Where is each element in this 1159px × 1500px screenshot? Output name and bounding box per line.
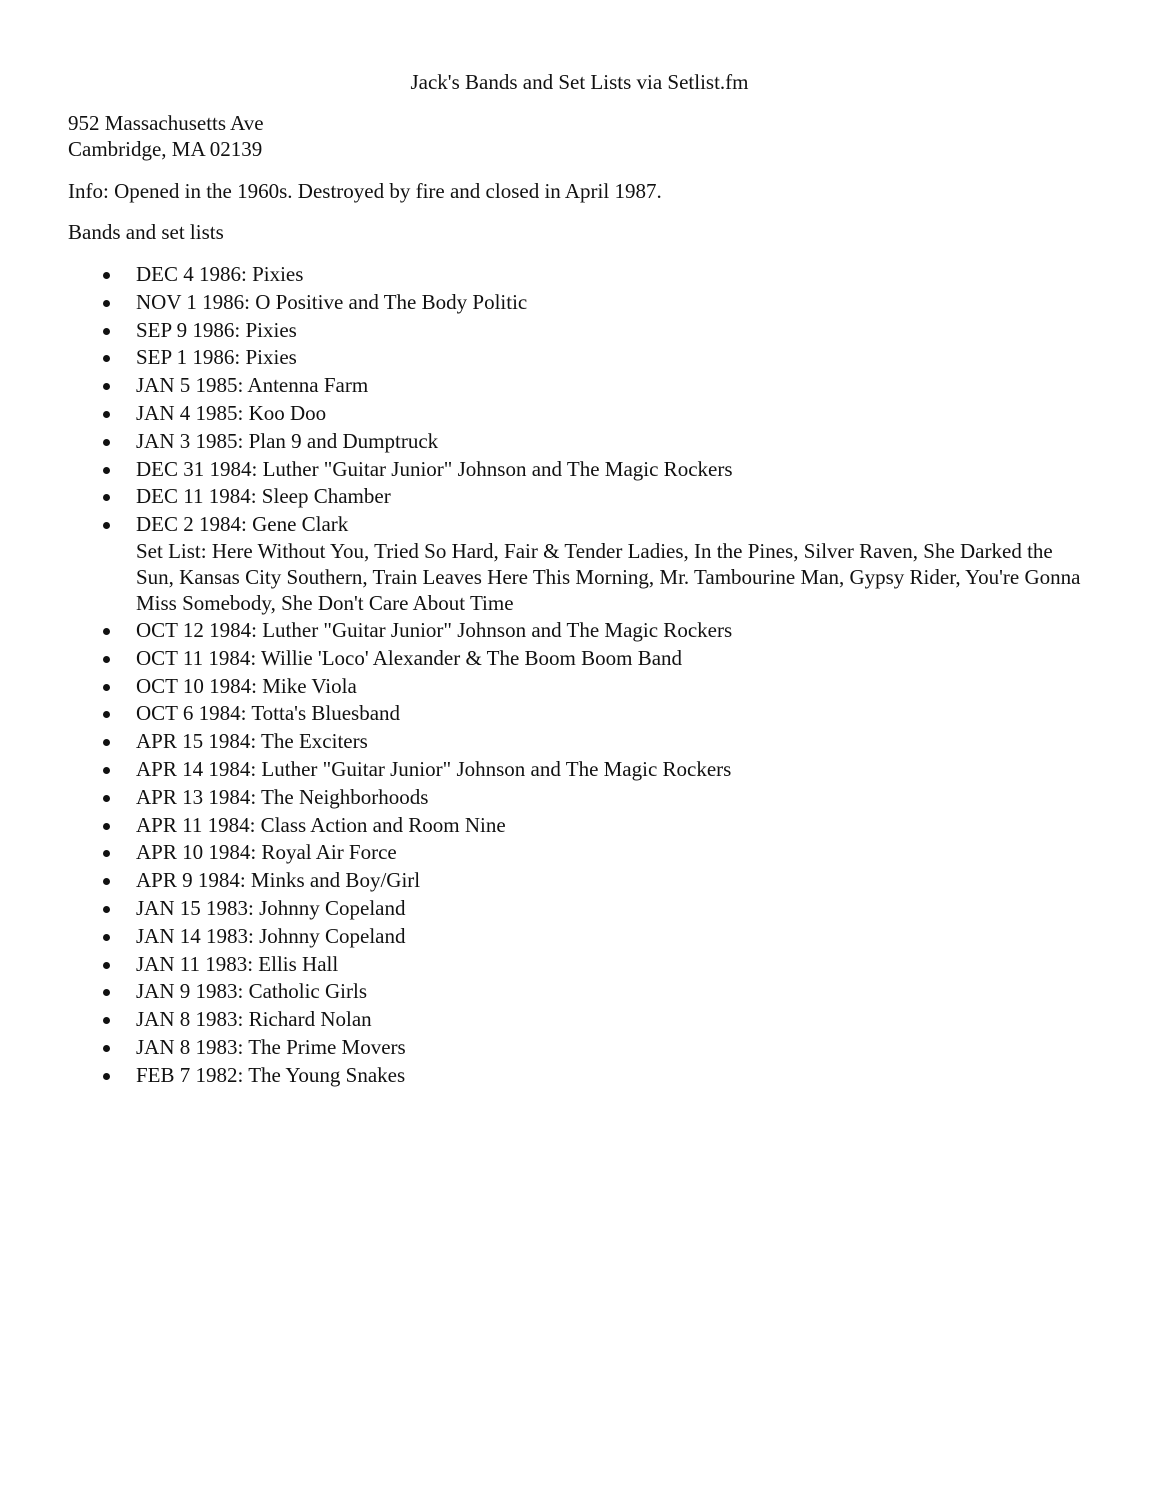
show-date-band: JAN 4 1985: Koo Doo [136, 400, 327, 425]
show-date-band: DEC 4 1986: Pixies [136, 262, 304, 286]
bullet-icon [103, 1073, 110, 1080]
show-list-item [0, 978, 1100, 1006]
show-date-band: JAN 14 1983: Johnny Copeland [136, 923, 406, 948]
bullet-icon [103, 906, 110, 913]
bullet-icon [103, 494, 110, 501]
show-list-item [0, 1034, 1100, 1062]
bullet-icon [103, 628, 110, 635]
bullet-icon [103, 522, 110, 529]
show-list-item [0, 645, 1100, 673]
show-list-item [0, 483, 1100, 511]
show-list-item [0, 756, 1100, 784]
show-date-band: JAN 5 1985: Antenna Farm [136, 373, 369, 398]
show-list-item [0, 344, 1100, 372]
show-date-band: APR 14 1984: Luther "Guitar Junior" Johnson and The Magic Rockers [136, 756, 732, 781]
show-date-band: NOV 1 1986: O Positive and The Body Politic [136, 289, 528, 314]
address-street: 952 Massachusetts Ave [68, 111, 264, 135]
bullet-icon [103, 355, 110, 362]
bullet-icon [103, 962, 110, 969]
show-list-item [0, 951, 1100, 979]
venue-address [68, 110, 264, 162]
show-date-band: APR 13 1984: The Neighborhoods [136, 784, 429, 809]
bullet-icon [103, 850, 110, 857]
show-list-item [0, 372, 1100, 400]
bullet-icon [103, 272, 110, 279]
show-list-item [0, 673, 1100, 701]
bullet-icon [103, 467, 110, 474]
show-list-item [0, 895, 1100, 923]
page-title: Jack's Bands and Set Lists via Setlist.fm [410, 70, 749, 94]
show-date-band: SEP 9 1986: Pixies [136, 317, 297, 342]
show-list-item [0, 728, 1100, 756]
bullet-icon [103, 1045, 110, 1052]
show-date-band: OCT 12 1984: Luther "Guitar Junior" Johnson and The Magic Rockers [136, 617, 733, 642]
show-list-item [0, 617, 1100, 645]
show-list-item [0, 511, 1100, 616]
show-date-band: OCT 10 1984: Mike Viola [136, 673, 357, 698]
bullet-icon [103, 711, 110, 718]
list-heading: Bands and set lists [68, 220, 224, 244]
show-list-item [0, 400, 1100, 428]
show-list-item [0, 456, 1100, 484]
show-list-item [0, 867, 1100, 895]
show-list-item [0, 839, 1100, 867]
show-date-band: JAN 9 1983: Catholic Girls [136, 979, 367, 1004]
show-date-band: APR 9 1984: Minks and Boy/Girl [136, 868, 421, 893]
address-city: Cambridge, MA 02139 [68, 137, 263, 161]
show-list-item [0, 784, 1100, 812]
setlist-text: Set List: Here Without You, Tried So Hard, Fair & Tender Ladies, In the Pines, Silver Raven, She Darked the Sun, Kansas City Southern, Train Leaves Here This Morning, Mr. Tambourine Man, Gypsy Rider, You're Gonna Miss Somebody, She Don't Care About Time [136, 538, 1081, 615]
venue-info: Info: Opened in the 1960s. Destroyed by fire and closed in April 1987. [68, 179, 662, 203]
show-date-band: JAN 8 1983: The Prime Movers [136, 1034, 406, 1059]
show-date-band: DEC 11 1984: Sleep Chamber [136, 484, 391, 509]
show-date-band: JAN 3 1985: Plan 9 and Dumptruck [136, 428, 439, 453]
show-list-item [0, 428, 1100, 456]
show-list-item [0, 317, 1100, 345]
show-date-band: JAN 15 1983: Johnny Copeland [136, 895, 406, 920]
show-list-item [0, 700, 1100, 728]
bullet-icon [103, 878, 110, 885]
show-date-band: DEC 31 1984: Luther "Guitar Junior" Johnson and The Magic Rockers [136, 456, 733, 481]
show-date-band: OCT 6 1984: Totta's Bluesband [136, 701, 401, 726]
bullet-icon [103, 411, 110, 418]
show-date-band: DEC 2 1984: Gene Clark [136, 512, 349, 537]
show-date-band: SEP 1 1986: Pixies [136, 345, 297, 370]
bullet-icon [103, 823, 110, 830]
show-date-band: APR 10 1984: Royal Air Force [136, 840, 397, 865]
show-list-item [0, 812, 1100, 840]
bullet-icon [103, 739, 110, 746]
bullet-icon [103, 328, 110, 335]
show-date-band: APR 15 1984: The Exciters [136, 729, 368, 754]
show-date-band: JAN 8 1983: Richard Nolan [136, 1007, 372, 1032]
bullet-icon [103, 1017, 110, 1024]
bullet-icon [103, 300, 110, 307]
bullet-icon [103, 656, 110, 663]
show-date-band: APR 11 1984: Class Action and Room Nine [136, 812, 506, 837]
show-list-item [0, 1006, 1100, 1034]
show-list [0, 261, 1100, 1090]
show-date-band: OCT 11 1984: Willie 'Loco' Alexander & The Boom Boom Band [136, 645, 683, 670]
bullet-icon [103, 439, 110, 446]
bullet-icon [103, 989, 110, 996]
show-list-item [0, 289, 1100, 317]
show-date-band: JAN 11 1983: Ellis Hall [136, 951, 339, 976]
show-list-item [0, 923, 1100, 951]
show-date-band: FEB 7 1982: The Young Snakes [136, 1062, 406, 1087]
bullet-icon [103, 767, 110, 774]
show-list-item [0, 1062, 1100, 1090]
bullet-icon [103, 383, 110, 390]
bullet-icon [103, 934, 110, 941]
show-list-item [0, 261, 1100, 289]
bullet-icon [103, 684, 110, 691]
bullet-icon [103, 795, 110, 802]
